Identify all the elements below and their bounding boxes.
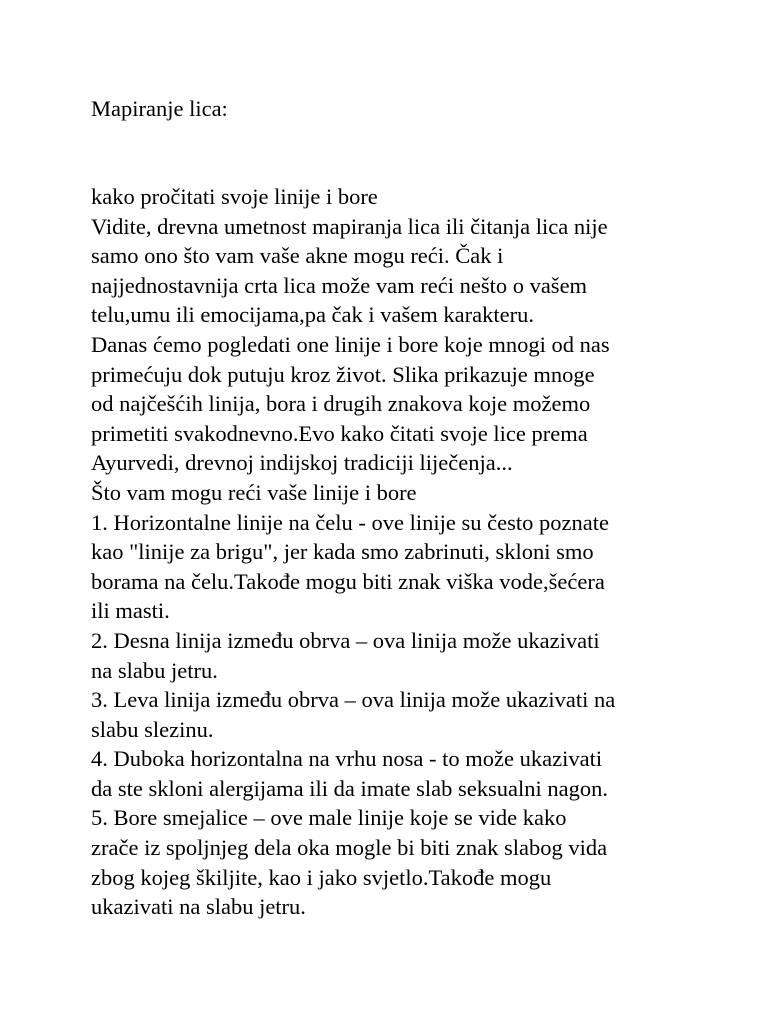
list-item-1: 1. Horizontalne linije na čelu - ove linije su često poznate	[91, 509, 609, 535]
text-line: od najčešćih linija, bora i drugih znakova koje možemo	[91, 391, 591, 417]
list-item-2: 2. Desna linija između obrva – ova linija može ukazivati	[91, 627, 600, 653]
text-line: telu,umu ili emocijama,pa čak i vašem karakteru.	[91, 302, 534, 328]
document-title: Mapiranje lica:	[91, 96, 228, 121]
text-line: najjednostavnija crta lica može vam reći nešto o vašem	[91, 272, 588, 298]
document-body	[91, 182, 691, 922]
list-item-4: 4. Duboka horizontalna na vrhu nosa - to može ukazivati	[91, 746, 603, 772]
section-heading: Što vam mogu reći vaše linije i bore	[91, 479, 417, 505]
text-line: samo ono što vam vaše akne mogu reći. Čak i	[91, 243, 504, 269]
text-line: zbog kojeg škiljite, kao i jako svjetlo.Takođe mogu	[91, 864, 552, 890]
text-line: kao "linije za brigu", jer kada smo zabrinuti, skloni smo	[91, 539, 594, 565]
text-line: kako pročitati svoje linije i bore	[91, 184, 378, 209]
text-line: zrače iz spoljnjeg dela oka mogle bi biti znak slabog vida	[91, 835, 608, 861]
text-line: na slabu jetru.	[91, 657, 218, 683]
text-line: Ayurvedi, drevnoj indijskoj tradiciji liječenja...	[91, 450, 513, 476]
list-item-3: 3. Leva linija između obrva – ova linija može ukazivati na	[91, 687, 616, 713]
text-line: ili masti.	[91, 598, 170, 624]
text-line: Vidite, drevna umetnost mapiranja lica ili čitanja lica nije	[91, 213, 608, 239]
text-line: primetiti svakodnevno.Evo kako čitati svoje lice prema	[91, 420, 588, 446]
text-line: primećuju dok putuju kroz život. Slika prikazuje mnoge	[91, 361, 595, 387]
list-item-5: 5. Bore smejalice – ove male linije koje se vide kako	[91, 805, 567, 831]
text-line: Danas ćemo pogledati one linije i bore koje mnogi od nas	[91, 331, 610, 357]
text-line: borama na čelu.Takođe mogu biti znak viška vode,šećera	[91, 568, 605, 594]
text-line: ukazivati na slabu jetru.	[91, 894, 306, 920]
text-line: slabu slezinu.	[91, 716, 214, 742]
text-line: da ste skloni alergijama ili da imate slab seksualni nagon.	[91, 775, 608, 801]
